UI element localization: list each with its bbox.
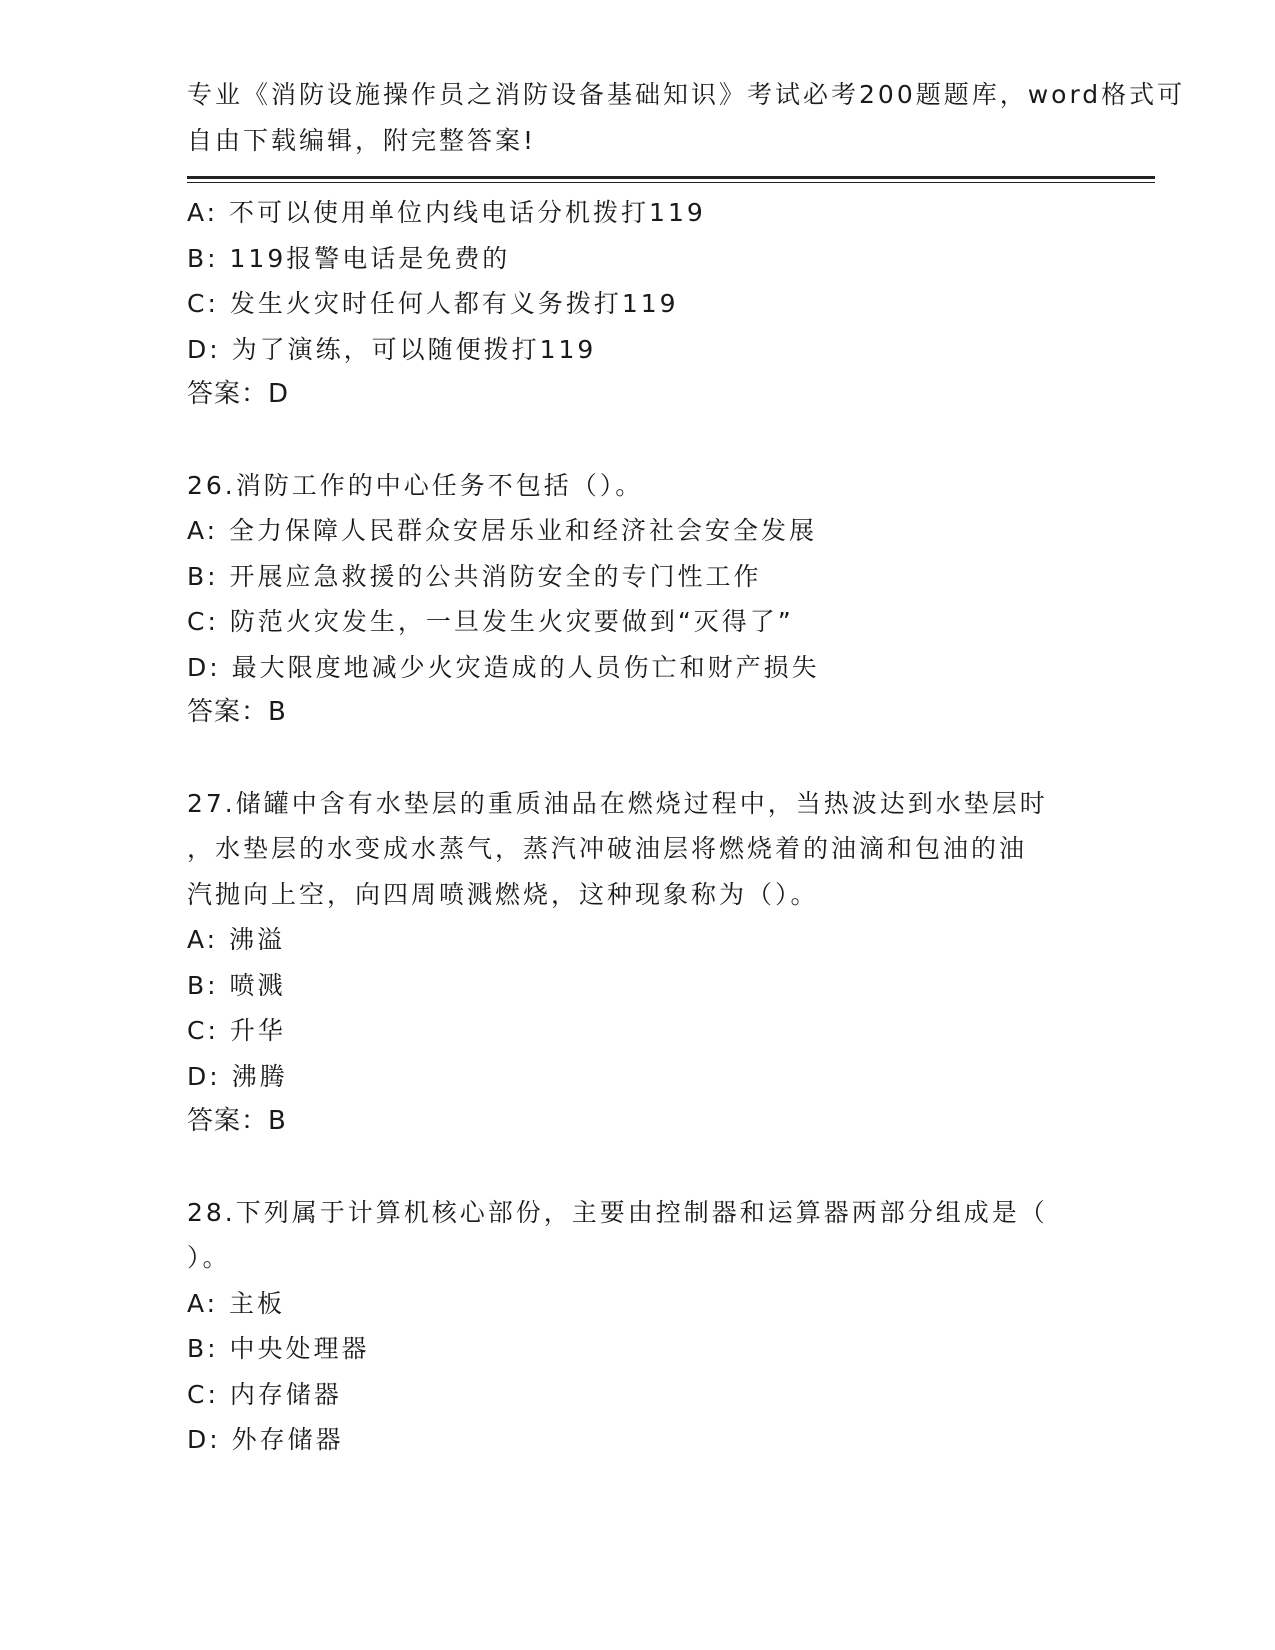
q26-stem: 26.消防工作的中心任务不包括（）。 xyxy=(187,470,644,500)
q28-option-a: A: 主板 xyxy=(187,1288,286,1318)
q27-option-a: A: 沸溢 xyxy=(187,925,286,954)
question-28-block xyxy=(187,1190,1087,1463)
q26-option-d: D: 最大限度地减少火灾造成的人员伤亡和财产损失 xyxy=(187,652,820,682)
header-line-1: 专业《消防设施操作员之消防设备基础知识》考试必考200题题库，word格式可 xyxy=(187,80,1186,109)
q27-answer: 答案：B xyxy=(187,1106,287,1136)
header-line-2: 自由下载编辑，附完整答案! xyxy=(187,125,537,155)
header-divider-thick xyxy=(187,176,1155,179)
q28-option-b: B: 中央处理器 xyxy=(187,1334,370,1363)
question-27-block xyxy=(187,781,1087,1145)
q25-option-a: A: 不可以使用单位内线电话分机拨打119 xyxy=(187,198,706,227)
question-content xyxy=(187,190,1087,1463)
q26-answer: 答案：B xyxy=(187,697,287,727)
question-25-block xyxy=(187,190,1087,418)
question-26-block xyxy=(187,463,1087,736)
q27-stem-line-3: 汽抛向上空，向四周喷溅燃烧，这种现象称为（）。 xyxy=(187,879,819,909)
header-divider-thin xyxy=(187,182,1155,183)
q25-option-d: D: 为了演练，可以随便拨打119 xyxy=(187,334,597,364)
q25-option-b: B: 119报警电话是免费的 xyxy=(187,243,511,273)
q25-option-c: C: 发生火灾时任何人都有义务拨打119 xyxy=(187,289,679,318)
q28-option-d: D: 外存储器 xyxy=(187,1425,344,1454)
q27-option-b: B: 喷溅 xyxy=(187,970,286,1000)
q27-stem-line-1: 27.储罐中含有水垫层的重质油品在燃烧过程中，当热波达到水垫层时 xyxy=(187,788,1048,818)
q28-stem-line-2: ）。 xyxy=(187,1243,231,1272)
q27-option-c: C: 升华 xyxy=(187,1016,286,1045)
q28-option-c: C: 内存储器 xyxy=(187,1379,342,1409)
q26-option-b: B: 开展应急救援的公共消防安全的专门性工作 xyxy=(187,561,762,591)
q27-stem-line-2: ，水垫层的水变成水蒸气，蒸汽冲破油层将燃烧着的油滴和包油的油 xyxy=(187,834,1028,863)
q26-option-a: A: 全力保障人民群众安居乐业和经济社会安全发展 xyxy=(187,516,818,545)
document-header xyxy=(187,72,1186,163)
q25-answer: 答案：D xyxy=(187,379,290,409)
q26-option-c: C: 防范火灾发生，一旦发生火灾要做到“灭得了” xyxy=(187,607,794,636)
q27-option-d: D: 沸腾 xyxy=(187,1061,288,1091)
q28-stem-line-1: 28.下列属于计算机核心部份，主要由控制器和运算器两部分组成是（ xyxy=(187,1197,1048,1227)
